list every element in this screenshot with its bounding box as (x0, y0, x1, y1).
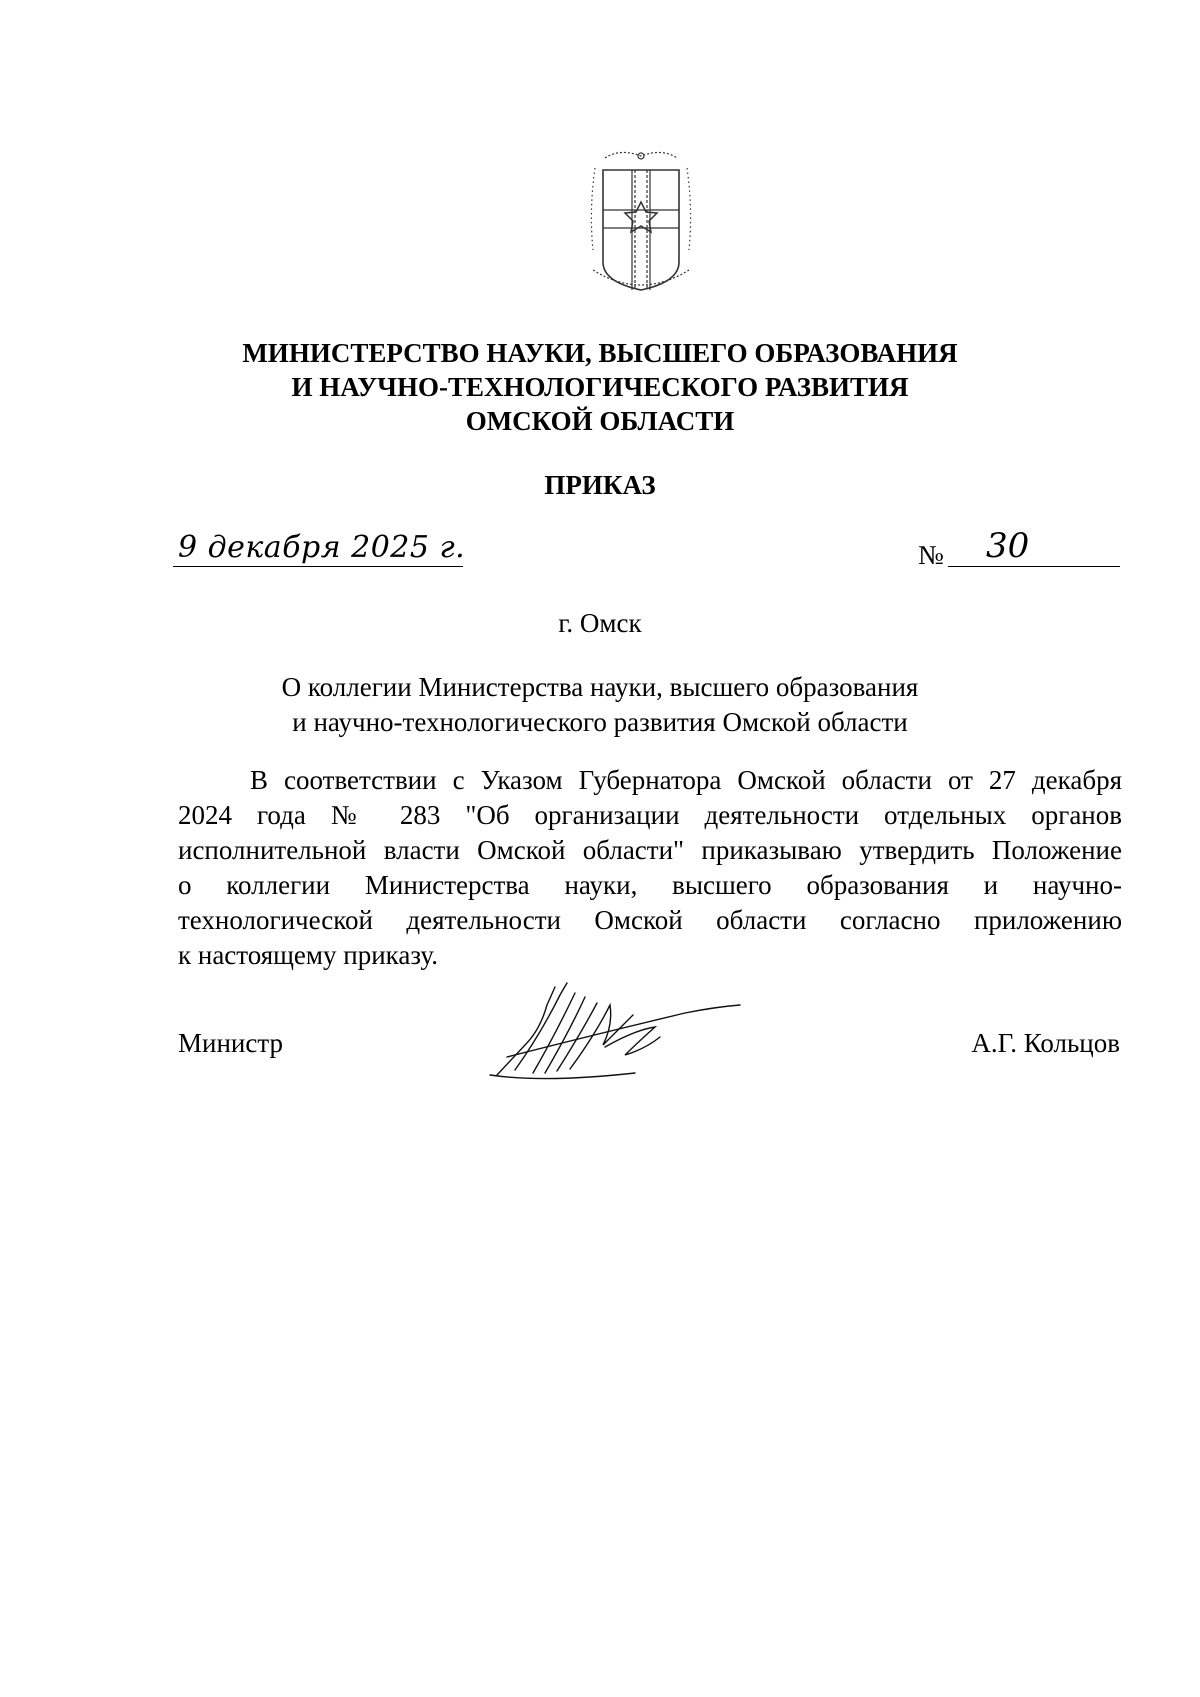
body-line: к настоящему приказу. (178, 940, 438, 970)
ministry-name-line-3: ОМСКОЙ ОБЛАСТИ (465, 406, 735, 436)
order-subject (0, 670, 1200, 740)
body-line: В соответствии с Указом Губернатора Омской области от 27 декабря (250, 765, 1122, 795)
body-line: о коллегии Министерства науки, высшего образования и научно- (178, 870, 1122, 900)
handwritten-signature (485, 975, 755, 1085)
order-body (178, 763, 1122, 973)
ministry-name (0, 336, 1200, 438)
signer-name: А.Г. Кольцов (971, 1028, 1120, 1058)
number-sign: № (918, 540, 944, 570)
ministry-name-line-1: МИНИСТЕРСТВО НАУКИ, ВЫСШЕГО ОБРАЗОВАНИЯ (242, 338, 958, 368)
order-date-handwritten: 9 декабря 2025 г. (178, 530, 466, 565)
body-line: технологической деятельности Омской области согласно приложению (178, 905, 1122, 935)
order-number-handwritten: 30 (986, 526, 1030, 566)
document-type-title: ПРИКАЗ (544, 470, 656, 500)
city-line: г. Омск (558, 608, 642, 638)
date-underline (173, 566, 463, 567)
signer-title: Министр (178, 1028, 283, 1058)
subject-line-2: и научно-технологического развития Омской области (292, 707, 908, 737)
coat-of-arms-emblem (585, 150, 697, 298)
body-line: 2024 года № 283 "Об организации деятельности отдельных органов (178, 800, 1122, 830)
number-underline (948, 566, 1120, 567)
body-line: исполнительной власти Омской области" приказываю утвердить Положение (178, 835, 1122, 865)
subject-line-1: О коллегии Министерства науки, высшего образования (281, 672, 919, 702)
ministry-name-line-2: И НАУЧНО-ТЕХНОЛОГИЧЕСКОГО РАЗВИТИЯ (291, 372, 909, 402)
